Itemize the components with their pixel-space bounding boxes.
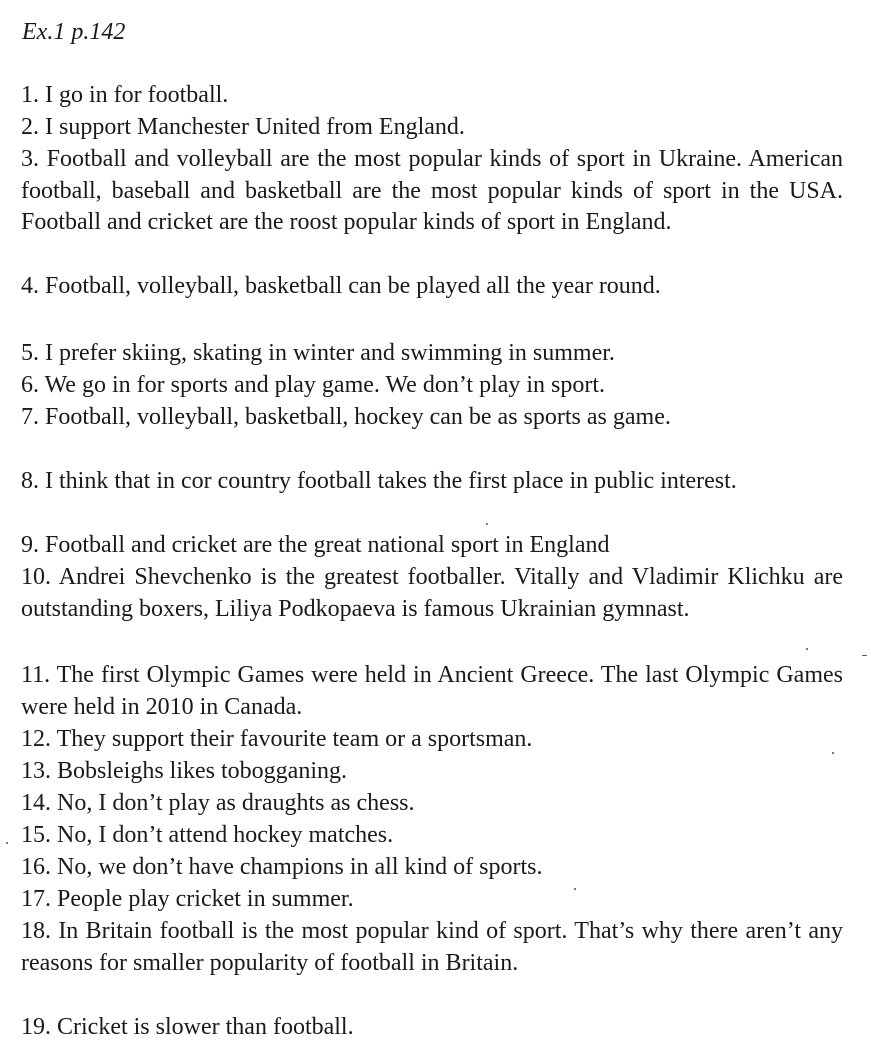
answer-9: 9. Football and cricket are the great national sport in England <box>21 532 610 558</box>
answer-2: 2. I support Manchester United from England. <box>21 114 465 140</box>
answer-4: 4. Football, volleyball, basketball can be played all the year round. <box>21 273 661 299</box>
answer-15: 15. No, I don’t attend hockey matches. <box>21 822 394 848</box>
answer-8: 8. I think that in cor country football takes the first place in public interest. <box>21 468 737 494</box>
answer-3: 3. Football and volleyball are the most popular kinds of sport in Ukraine. American football, baseball and basketball are the most popular kinds of sport in the USA. Football and cricket are the roost popular kinds of sport in England. <box>21 146 843 236</box>
answer-6: 6. We go in for sports and play game. We don’t play in sport. <box>21 372 606 398</box>
scan-speck <box>486 523 488 525</box>
scan-speck <box>806 648 808 650</box>
scan-speck <box>574 888 576 890</box>
answer-19: 19. Cricket is slower than football. <box>21 1014 354 1040</box>
exercise-heading: Ex.1 p.142 <box>22 19 126 45</box>
answer-10: 10. Andrei Shevchenko is the greatest footballer. Vitally and Vladimir Klichku are outstanding boxers, Liliya Podkopaeva is famous Ukrainian gymnast. <box>21 564 843 622</box>
answer-14: 14. No, I don’t play as draughts as chess. <box>21 790 415 816</box>
answer-13: 13. Bobsleighs likes tobogganing. <box>21 758 347 784</box>
answer-1: 1. I go in for football. <box>21 82 229 108</box>
answer-17: 17. People play cricket in summer. <box>21 886 354 912</box>
answer-16: 16. No, we don’t have champions in all kind of sports. <box>21 854 543 880</box>
answer-12: 12. They support their favourite team or a sportsman. <box>21 726 533 752</box>
answer-18: 18. In Britain football is the most popular kind of sport. That’s why there aren’t any reasons for smaller popularity of football in Britain. <box>21 918 843 976</box>
answer-11: 11. The first Olympic Games were held in Ancient Greece. The last Olympic Games were held in 2010 in Canada. <box>21 662 843 720</box>
answer-5: 5. I prefer skiing, skating in winter and swimming in summer. <box>21 340 615 366</box>
scan-speck <box>832 752 834 754</box>
scan-speck <box>862 655 867 656</box>
scan-speck <box>6 842 8 844</box>
answer-7: 7. Football, volleyball, basketball, hockey can be as sports as game. <box>21 404 671 430</box>
